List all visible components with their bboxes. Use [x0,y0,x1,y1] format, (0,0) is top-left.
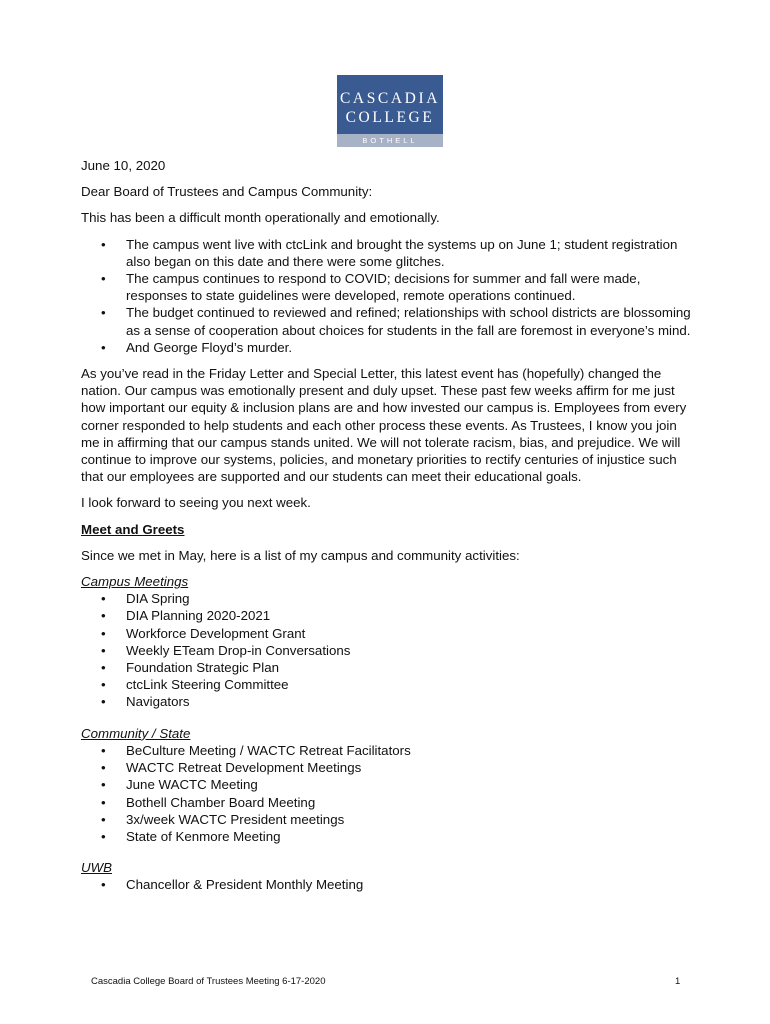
meet-intro: Since we met in May, here is a list of my campus and community activities: [81,547,520,563]
list-item: • 3x/week WACTC President meetings [81,811,691,828]
list-item: • BeCulture Meeting / WACTC Retreat Facilitators [81,742,691,759]
list-item: • DIA Spring [81,590,691,607]
page-footer: Cascadia College Board of Trustees Meeting 6-17-2020 [91,976,326,987]
community-state-heading: Community / State [81,725,191,741]
campus-meetings-list [81,590,691,710]
list-item: • Chancellor & President Monthly Meeting [81,876,691,893]
list-item: • State of Kenmore Meeting [81,828,691,845]
list-item: • Workforce Development Grant [81,625,691,642]
campus-meetings-heading: Campus Meetings [81,574,189,590]
list-item: • Bothell Chamber Board Meeting [81,794,691,811]
letter-closing: I look forward to seeing you next week. [81,495,311,511]
letter-date: June 10, 2020 [81,158,166,173]
letter-paragraph: As you’ve read in the Friday Letter and Special Letter, this latest event has (hopefully) changed the nation. Our campus was emotionally present and duly upset. These past few weeks affirm for me just how important our equity & inclusion plans are and how invested our campus is. Employees from every corner responded to help students and each other process these events. As Trustees, I know you join me in affirming that our campus stands united. We will not tolerate racism, bias, and prejudice. We will continue to improve our systems, policies, and monetary priorities to rectify centuries of injustice such that our employees are supported and our students can meet their educational goals. [81,366,687,485]
list-item: • Navigators [81,693,691,710]
list-item: • ctcLink Steering Committee [81,676,691,693]
list-item: • WACTC Retreat Development Meetings [81,759,691,776]
uwb-list [81,876,691,893]
list-item: • June WACTC Meeting [81,776,691,793]
list-item: • DIA Planning 2020-2021 [81,607,691,624]
list-item: • And George Floyd’s murder. [81,339,691,356]
status-bullet-list [81,236,691,356]
logo-line-college: COLLEGE [345,109,435,126]
list-item: • The campus continues to respond to COVID; decisions for summer and fall were made, responses to state guidelines were developed, remote operations continued. [81,270,691,304]
logo-line-bothell: BOTHELL [337,134,443,147]
list-item: • The budget continued to reviewed and refined; relationships with school districts are blossoming as a sense of cooperation about choices for students in the fall are foremost in everyone’s mind. [81,304,691,338]
list-item: • The campus went live with ctcLink and brought the systems up on June 1; student registration also began on this date and there were some glitches. [81,236,691,270]
list-item: • Weekly ETeam Drop-in Conversations [81,642,691,659]
list-item: • Foundation Strategic Plan [81,659,691,676]
letter-intro: This has been a difficult month operationally and emotionally. [81,210,440,226]
meet-and-greets-heading: Meet and Greets [81,521,185,537]
logo-line-cascadia: CASCADIA [339,90,441,107]
letter-body [81,157,691,903]
community-state-list [81,742,691,845]
uwb-heading: UWB [81,860,113,876]
college-logo [337,75,443,147]
page-number: 1 [675,976,681,987]
letter-salutation: Dear Board of Trustees and Campus Community: [81,184,373,200]
